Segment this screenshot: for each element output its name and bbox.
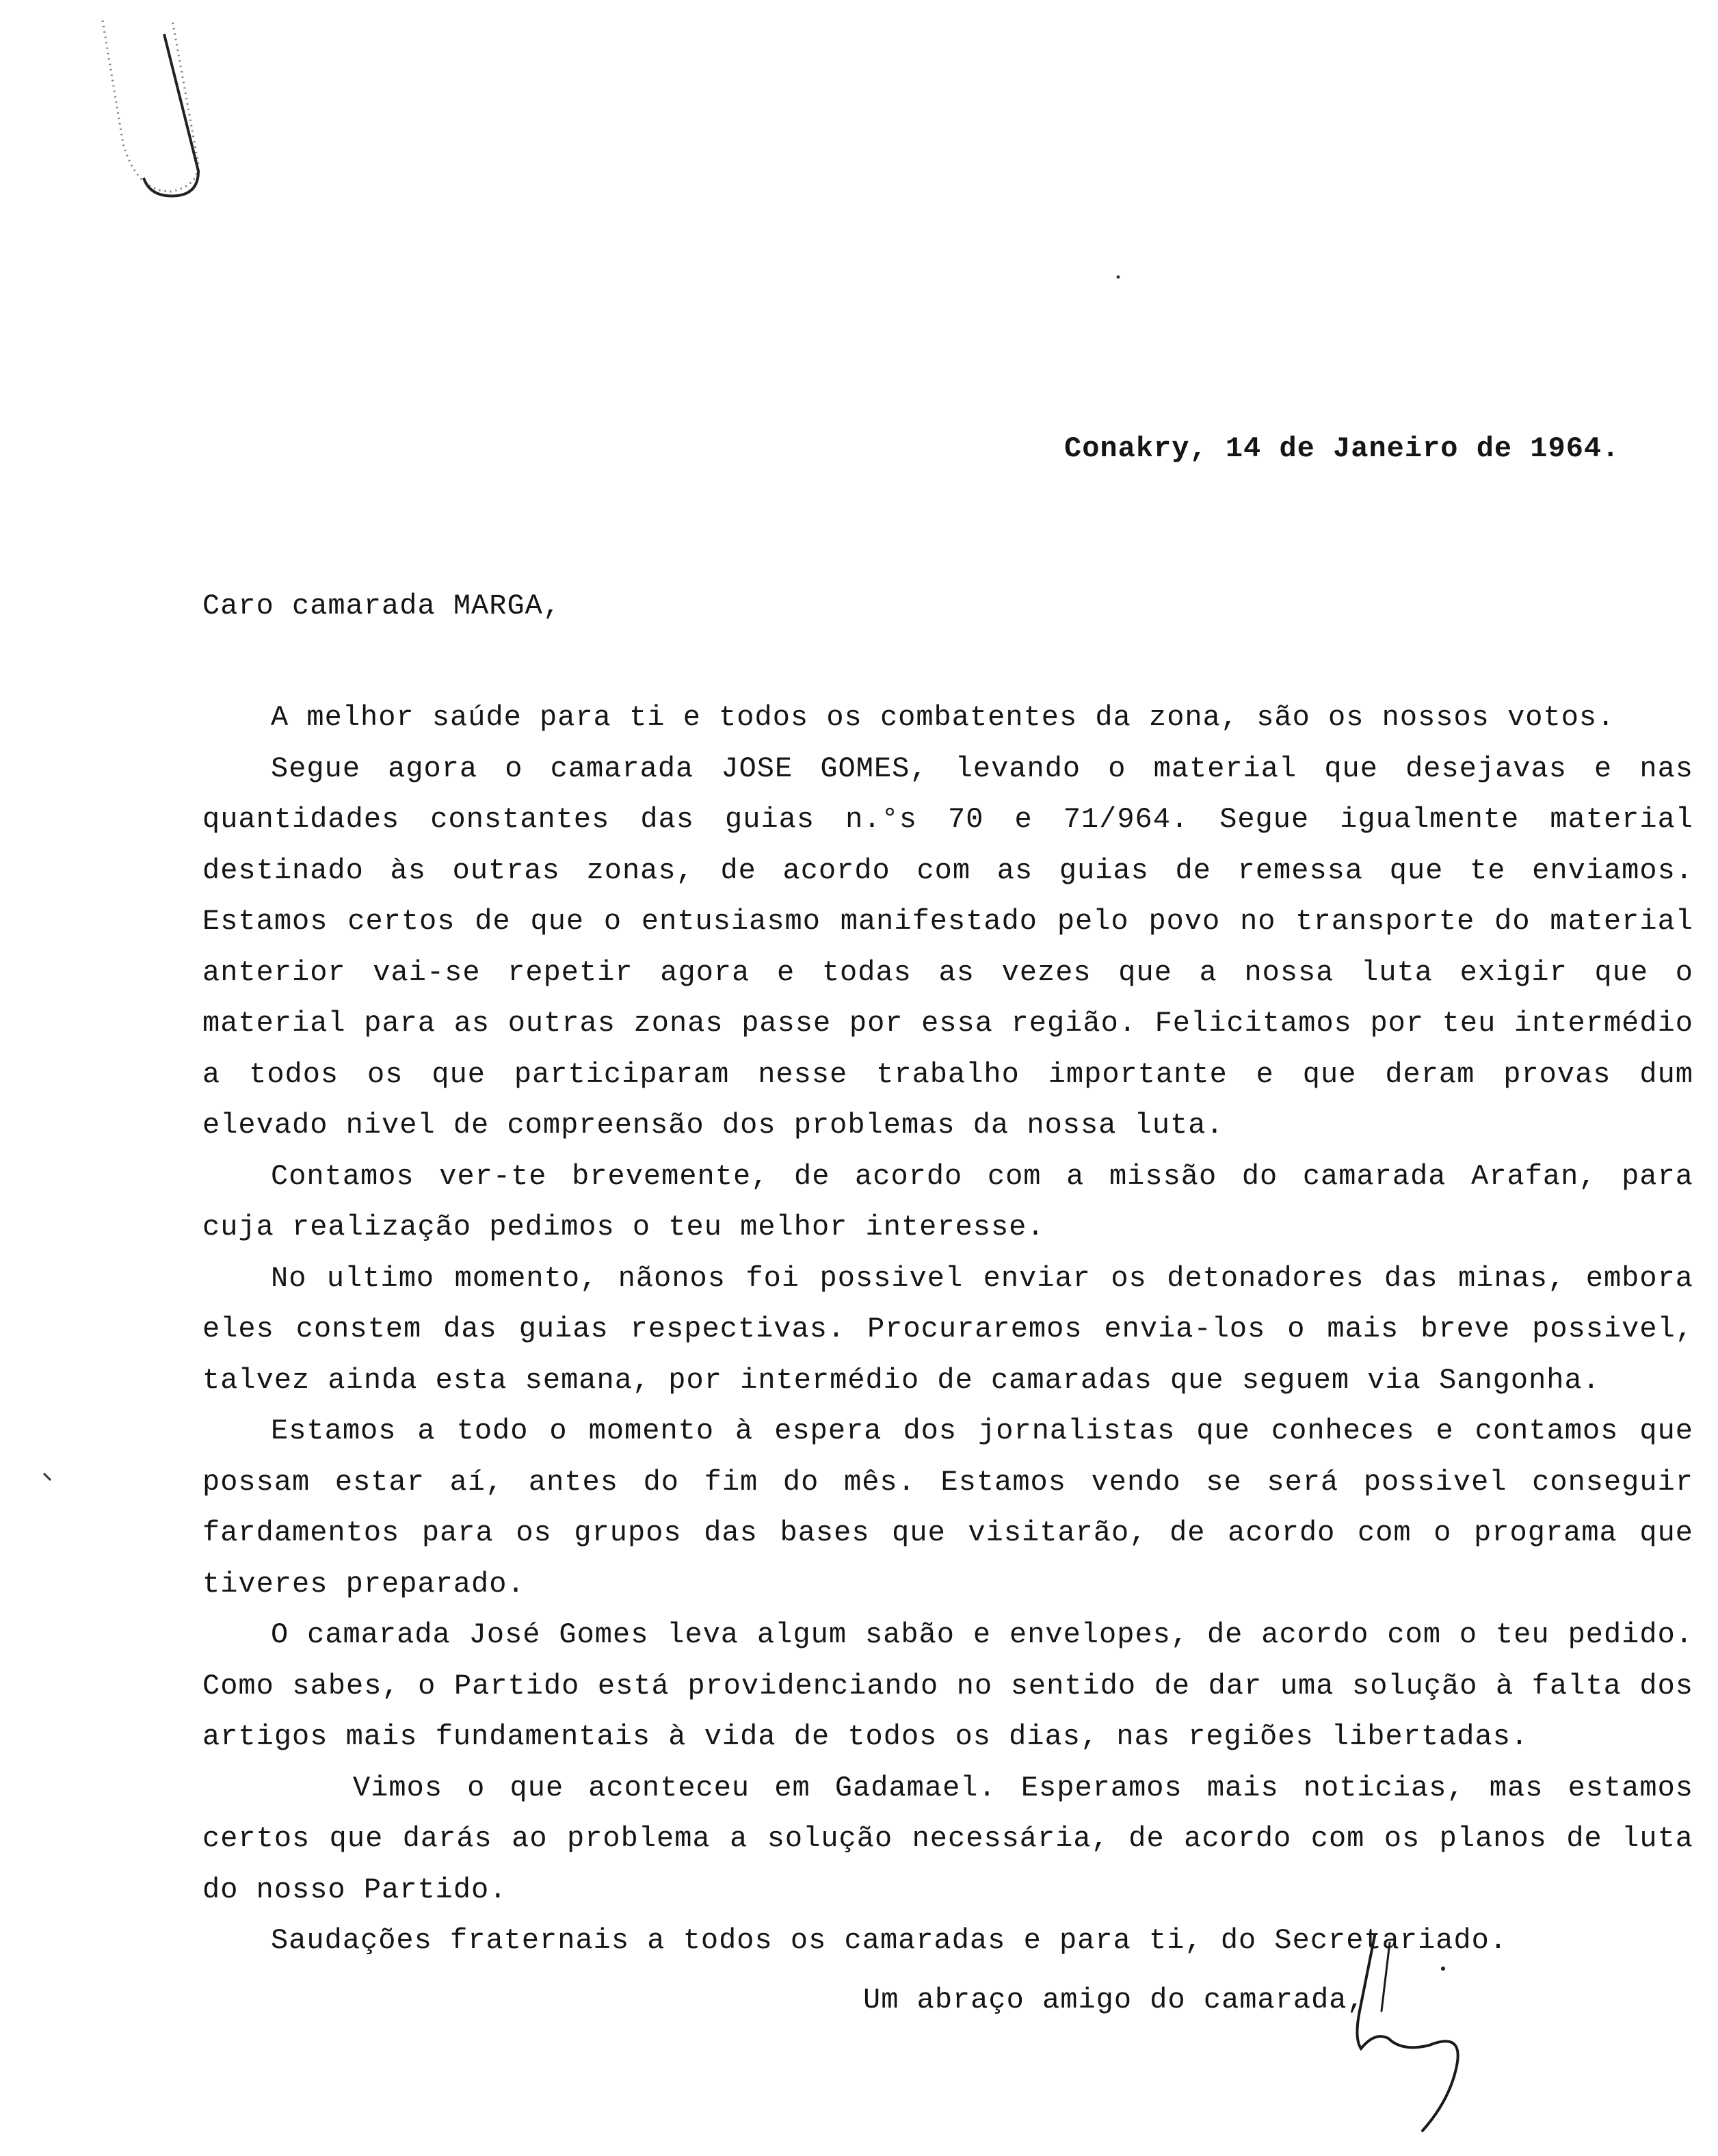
paragraph-greetings: Saudações fraternais a todos os camaradas e para ti, do Secretariado. — [271, 1924, 1508, 1957]
letter-body — [202, 692, 1693, 1967]
scan-speck-icon — [1115, 274, 1122, 280]
paragraph-detonators: No ultimo momento, nãonos foi possivel enviar os detonadores das minas, embora eles constem das guias respectivas. Procuraremos envia-los o mais breve possivel, talvez ainda esta semana, por intermédio de camaradas que seguem via Sangonha. — [202, 1261, 1693, 1397]
paragraph-greeting: A melhor saúde para ti e todos os combatentes da zona, são os nossos votos. — [271, 701, 1615, 734]
letter-salutation: Caro camarada MARGA, — [202, 590, 561, 622]
paragraph-visit: Contamos ver-te brevemente, de acordo com a missão do camarada Arafan, para cuja realização pedimos o teu melhor interesse. — [202, 1159, 1693, 1244]
handwritten-signature-icon — [1327, 1929, 1505, 2134]
paragraph-gadamael: Vimos o que aconteceu em Gadamael. Esperamos mais noticias, mas estamos certos que darás ao problema a solução necessária, de acordo com os planos de luta do nosso Partido. — [202, 1771, 1693, 1906]
letter-date: Conakry, 14 de Janeiro de 1964. — [1064, 432, 1620, 465]
paperclip-mark-icon — [96, 7, 219, 198]
paragraph-material: Segue agora o camarada JOSE GOMES, levando o material que desejavas e nas quantidades constantes das guias n.°s 70 e 71/964. Segue igualmente material destinado às outras zonas, de acordo com as guias de remessa que te enviamos. Estamos certos de que o entusiasmo manifestado pelo povo no transporte do material anterior vai-se repetir agora e todas as vezes que a nossa luta exigir que o material para as outras zonas passe por essa região. Felicitamos por teu intermédio a todos os que participaram nesse trabalho importante e que deram provas dum elevado nivel de compreensão dos problemas da nossa luta. — [202, 752, 1693, 1142]
letter-closing: Um abraço amigo do camarada, — [863, 1984, 1365, 2016]
paragraph-journalists: Estamos a todo o momento à espera dos jornalistas que conheces e contamos que possam estar aí, antes do fim do mês. Estamos vendo se será possivel conseguir fardamentos para os grupos das bases que visitarão, de acordo com o programa que tiveres preparado. — [202, 1415, 1693, 1601]
paragraph-supplies: O camarada José Gomes leva algum sabão e envelopes, de acordo com o teu pedido. Como sabes, o Partido está providenciando no sentido de dar uma solução à falta dos artigos mais fundamentais à vida de todos os dias, nas regiões libertadas. — [202, 1618, 1693, 1753]
scan-speck-icon — [41, 1471, 55, 1484]
